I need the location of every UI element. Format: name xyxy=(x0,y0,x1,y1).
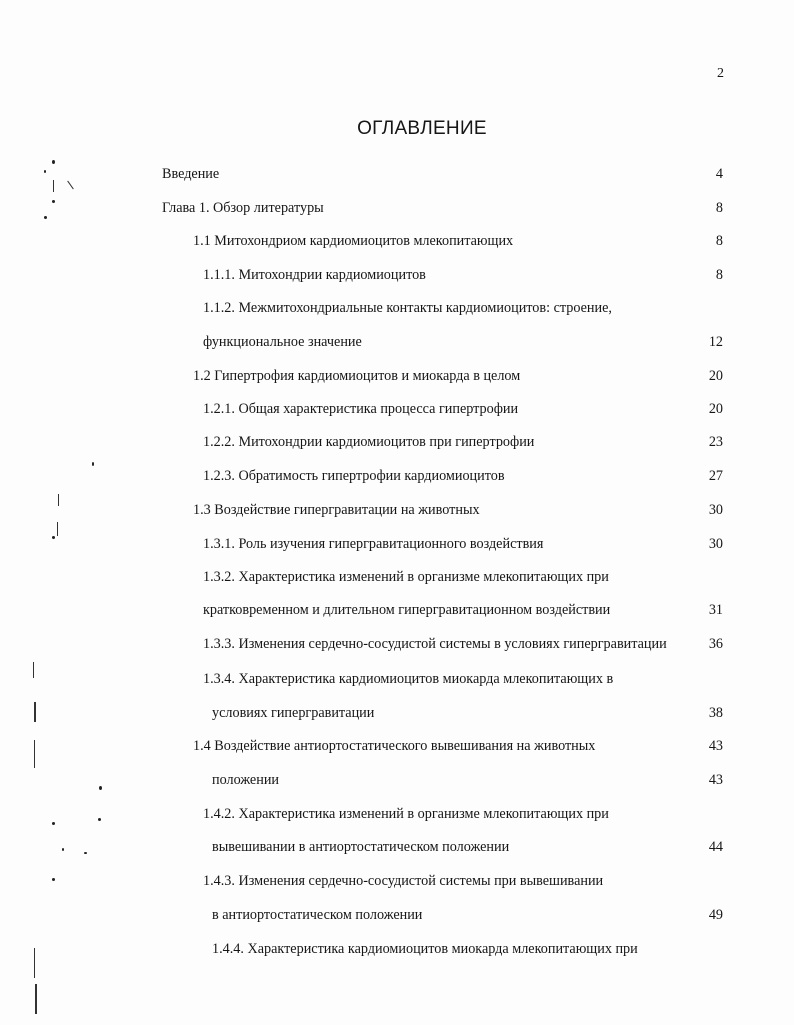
toc-entry-text: Введение xyxy=(162,166,220,182)
toc-entry-page: 8 xyxy=(715,233,723,249)
toc-entry-text: в антиортостатическом положении xyxy=(212,907,423,923)
toc-entry-text: функциональное значение xyxy=(203,334,362,350)
toc-entry-page: 30 xyxy=(708,536,723,552)
toc-entry-page: 49 xyxy=(708,907,723,923)
toc-entry-page: 4 xyxy=(715,166,723,182)
toc-entry-text: 1.3.2. Характеристика изменений в организме млекопитающих при xyxy=(203,569,609,585)
toc-entry-text: 1.1.1. Митохондрии кардиомиоцитов xyxy=(203,267,426,283)
toc-entry-page: 23 xyxy=(708,434,723,450)
toc-entry-text: 1.4.4. Характеристика кардиомиоцитов миокарда млекопитающих при xyxy=(212,941,638,957)
toc-entry-text: 1.1 Митохондриом кардиомиоцитов млекопитающих xyxy=(193,233,514,249)
toc-entry-page: 43 xyxy=(708,772,723,788)
toc-entry-page: 43 xyxy=(708,738,723,754)
toc-entry-page: 36 xyxy=(708,636,723,652)
toc-entry-text: положении xyxy=(212,772,280,788)
toc-entry-text: 1.3.3. Изменения сердечно-сосудистой системы в условиях гипергравитации xyxy=(203,636,667,652)
toc-entry-page: 44 xyxy=(708,839,723,855)
toc-entry-page: 8 xyxy=(715,200,723,216)
toc-entry-page: 12 xyxy=(708,334,723,350)
toc-entry-page: 27 xyxy=(708,468,723,484)
toc-entry-text: 1.3 Воздействие гипергравитации на животных xyxy=(193,502,480,518)
toc-entry-text: кратковременном и длительном гипергравитационном воздействии xyxy=(203,602,611,618)
page-title: ОГЛАВЛЕНИЕ xyxy=(357,118,487,139)
toc-entry-text: Глава 1. Обзор литературы xyxy=(162,200,324,216)
toc-entry-page: 20 xyxy=(708,368,723,384)
toc-entry-text: 1.1.2. Межмитохондриальные контакты кардиомиоцитов: строение, xyxy=(203,300,612,316)
toc-entry-text: 1.2.1. Общая характеристика процесса гипертрофии xyxy=(203,401,519,417)
toc-entry-text: условиях гипергравитации xyxy=(212,705,375,721)
toc-entry-text: 1.3.4. Характеристика кардиомиоцитов миокарда млекопитающих в xyxy=(203,671,614,687)
toc-entry-page: 8 xyxy=(715,267,723,283)
toc-entry-text: 1.2.3. Обратимость гипертрофии кардиомиоцитов xyxy=(203,468,505,484)
toc-entry-text: 1.4 Воздействие антиортостатического вывешивания на животных xyxy=(193,738,596,754)
toc-entry-text: 1.4.3. Изменения сердечно-сосудистой системы при вывешивании xyxy=(203,873,604,889)
page-number: 2 xyxy=(717,66,724,81)
toc-entry-text: 1.2 Гипертрофия кардиомиоцитов и миокарда в целом xyxy=(193,368,521,384)
toc-entry-text: 1.2.2. Митохондрии кардиомиоцитов при гипертрофии xyxy=(203,434,535,450)
toc-entry-text: 1.3.1. Роль изучения гипергравитационного воздействия xyxy=(203,536,544,552)
toc-entry-text: вывешивании в антиортостатическом положении xyxy=(212,839,510,855)
toc-entry-page: 31 xyxy=(708,602,723,618)
toc-entry-text: 1.4.2. Характеристика изменений в организме млекопитающих при xyxy=(203,806,609,822)
toc-entry-page: 20 xyxy=(708,401,723,417)
toc-entry-page: 38 xyxy=(708,705,723,721)
toc-entry-page: 30 xyxy=(708,502,723,518)
